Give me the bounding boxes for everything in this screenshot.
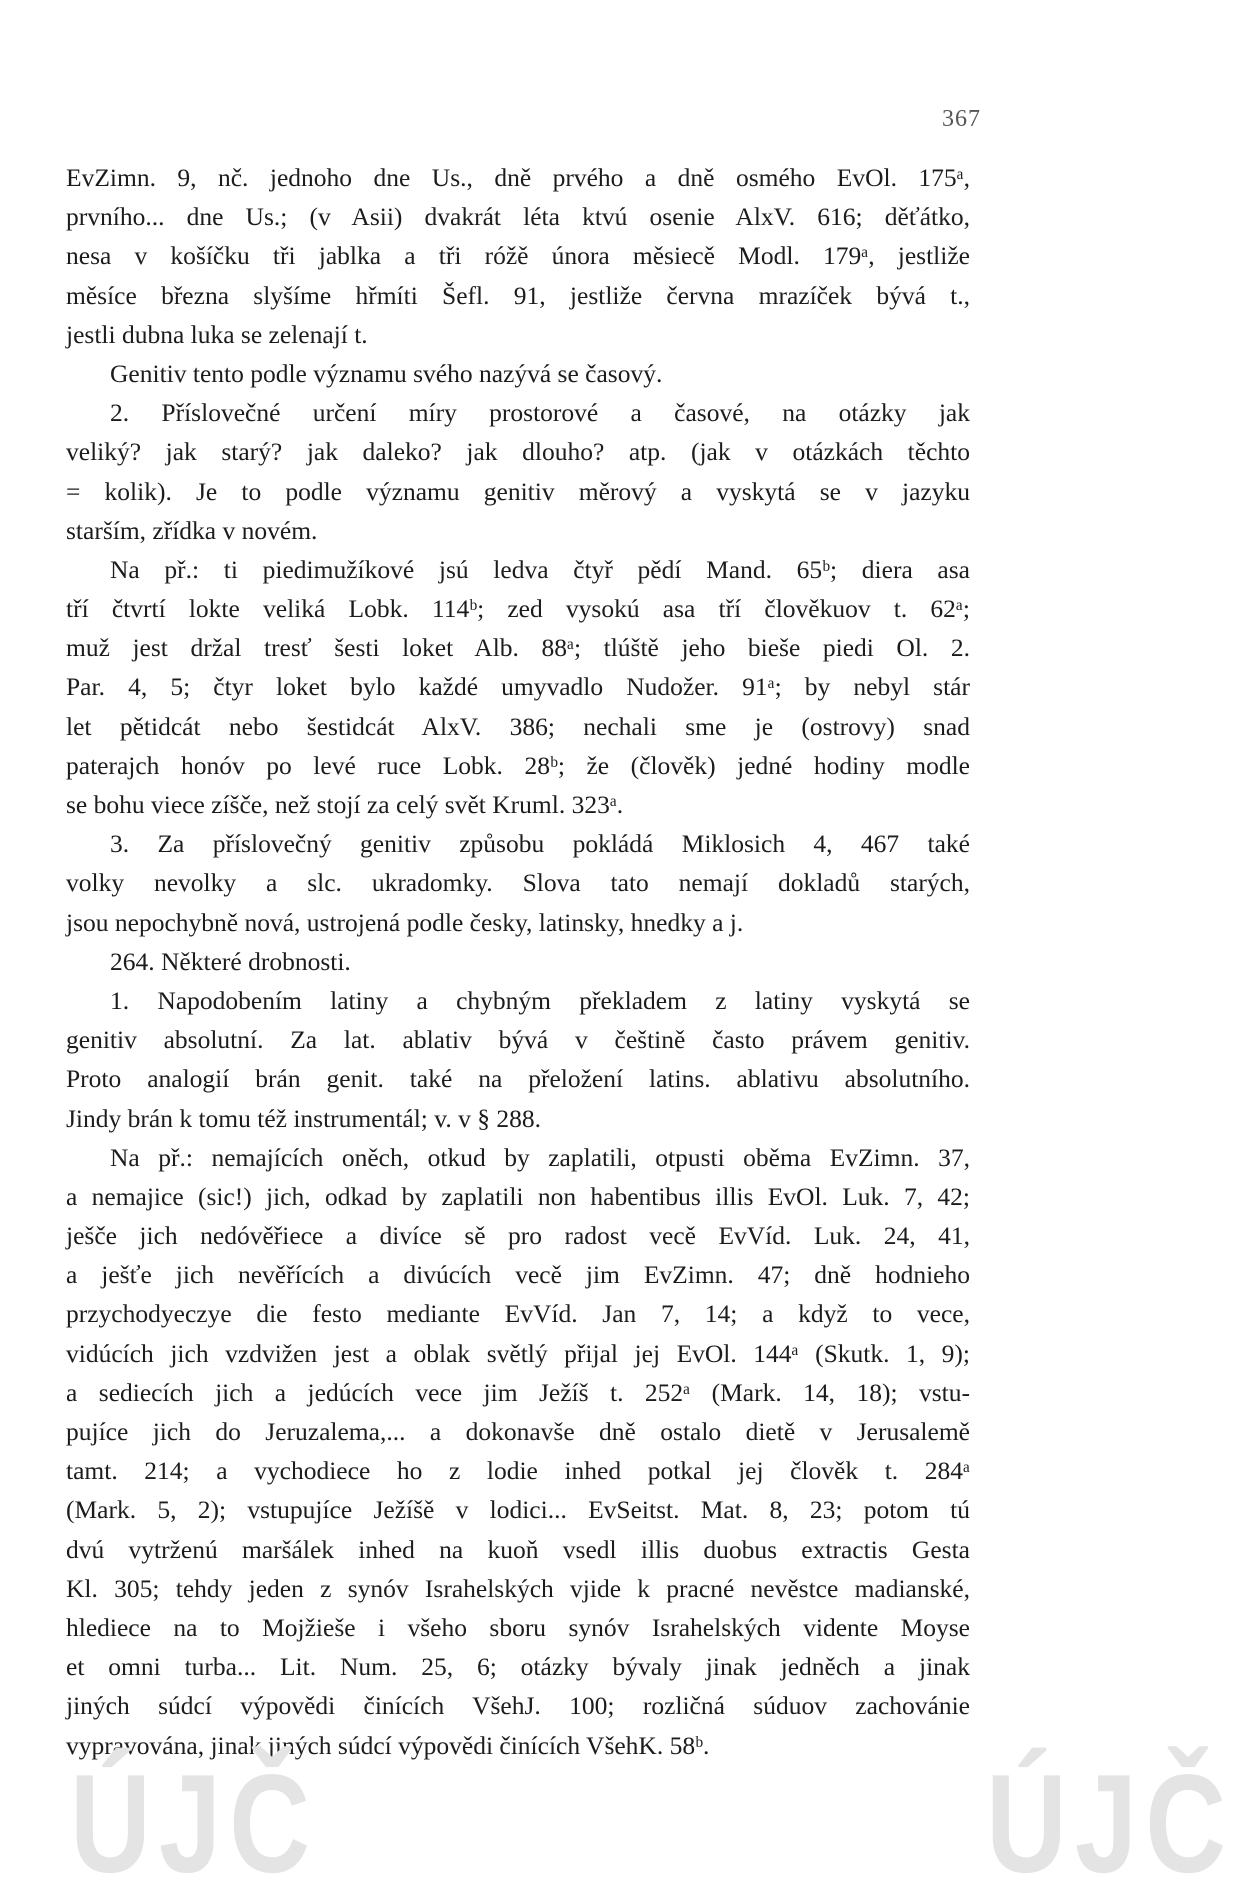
watermark-right: ÚJČ — [986, 1745, 1234, 1902]
text-line: veliký? jak starý? jak daleko? jak dlouho? atp. (jak v otázkách těchto — [66, 437, 970, 467]
text-line: hlediece na to Mojžieše i všeho sboru synóv Israhelských vidente Moyse — [66, 1612, 970, 1642]
text-line: měsíce března slyšíme hřmíti Šefl. 91, jestliže června mrazíček bývá t., — [66, 280, 970, 310]
text-line: Par. 4, 5; čtyr loket bylo každé umyvadlo Nudožer. 91ᵃ; by nebyl stár — [66, 672, 970, 702]
text-line: (Mark. 5, 2); vstupujíce Ježíšě v lodici... EvSeitst. Mat. 8, 23; potom tú — [66, 1495, 970, 1525]
text-line: genitiv absolutní. Za lat. ablativ bývá v češtině často právem genitiv. — [66, 1025, 970, 1055]
text-line: jestli dubna luka se zelenají t. — [66, 319, 368, 349]
text-line: pujíce jich do Jeruzalema,... a dokonavše dně ostalo dietě v Jerusalemě — [66, 1417, 970, 1446]
text-line: 3. Za příslovečný genitiv způsobu pokládá Miklosich 4, 467 také — [110, 829, 970, 859]
text-line: 1. Napodobením latiny a chybným překladem z latiny vyskytá se — [110, 985, 970, 1015]
text-line: vypravována, jinak jiných súdcí výpovědi činících VšehK. 58ᵇ. — [66, 1730, 710, 1760]
text-line: prvního... dne Us.; (v Asii) dvakrát léta ktvú osenie AlxV. 616; děťátko, — [66, 202, 970, 232]
body-text — [66, 158, 970, 1765]
text-line: a sediecích jich a jedúcích vece jim Ježíš t. 252ᵃ (Mark. 14, 18); vstu- — [66, 1377, 970, 1407]
text-line: tří čtvrtí lokte veliká Lobk. 114ᵇ; zed vysokú asa tří člověkuov t. 62ᵃ; — [66, 594, 970, 624]
text-line: jiných súdcí výpovědi činících VšehJ. 100; rozličná súduov zachovánie — [66, 1691, 970, 1721]
text-line: nesa v košíčku tři jablka a tři róžě února měsiecě Modl. 179ᵃ, jestliže — [66, 241, 970, 271]
text-line: = kolik). Je to podle významu genitiv měrový a vyskytá se v jazyku — [66, 476, 970, 506]
text-line: volky nevolky a slc. ukradomky. Slova tato nemají dokladů starých, — [66, 868, 970, 898]
text-line: przychodyeczye die festo mediante EvVíd. Jan 7, 14; a když to vece, — [66, 1299, 970, 1329]
text-line: ješče jich nedóvěřiece a divíce sě pro radost vecě EvVíd. Luk. 24, 41, — [66, 1221, 970, 1251]
text-line: dvú vytrženú maršálek inhed na kuoň vsedl illis duobus extractis Gesta — [66, 1534, 970, 1564]
text-line: jsou nepochybně nová, ustrojená podle česky, latinsky, hnedky a j. — [66, 907, 744, 937]
text-line: paterajch honóv po levé ruce Lobk. 28ᵇ; že (člověk) jedné hodiny modle — [66, 750, 970, 780]
text-line: muž jest držal tresť šesti loket Alb. 88ᵃ; tlúště jeho bieše piedi Ol. 2. — [66, 633, 970, 663]
text-line: 264. Některé drobnosti. — [110, 946, 351, 976]
text-line: a nemajice (sic!) jich, odkad by zaplatili non habentibus illis EvOl. Luk. 7, 42; — [66, 1181, 970, 1211]
text-line: let pětidcát nebo šestidcát AlxV. 386; nechali sme je (ostrovy) snad — [66, 711, 970, 741]
text-line: EvZimn. 9, nč. jednoho dne Us., dně prvého a dně osmého EvOl. 175ᵃ, — [66, 163, 970, 192]
text-line: vidúcích jich vzdvižen jest a oblak světlý přijal jej EvOl. 144ᵃ (Skutk. 1, 9); — [66, 1338, 970, 1368]
text-line: Proto analogií brán genit. také na přeložení latins. ablativu absolutního. — [66, 1064, 970, 1094]
text-line: 2. Příslovečné určení míry prostorové a časové, na otázky jak — [110, 398, 970, 428]
page-number: 367 — [942, 106, 981, 132]
text-line: se bohu viece zíšče, než stojí za celý svět Kruml. 323ᵃ. — [66, 790, 624, 819]
text-line: et omni turba... Lit. Num. 25, 6; otázky bývaly jinak jedněch a jinak — [66, 1652, 970, 1682]
text-line: Jindy brán k tomu též instrumentál; v. v § 288. — [66, 1103, 541, 1133]
text-line: starším, zřídka v novém. — [66, 515, 318, 545]
text-line: Na př.: ti piedimužíkové jsú ledva čtyř pědí Mand. 65ᵇ; diera asa — [110, 554, 970, 584]
text-line: Kl. 305; tehdy jeden z synóv Israhelských vjide k pracné nevěstce madianské, — [66, 1573, 970, 1603]
text-line: tamt. 214; a vychodiece ho z lodie inhed potkal jej člověk t. 284ᵃ — [66, 1456, 970, 1486]
text-line: a ješťe jich nevěřících a divúcích vecě jim EvZimn. 47; dně hodnieho — [66, 1260, 970, 1290]
text-line: Genitiv tento podle významu svého nazývá se časový. — [110, 358, 663, 388]
watermark-left: ÚJČ — [70, 1745, 319, 1902]
text-line: Na př.: nemajících oněch, otkud by zaplatili, otpusti oběma EvZimn. 37, — [110, 1142, 970, 1172]
